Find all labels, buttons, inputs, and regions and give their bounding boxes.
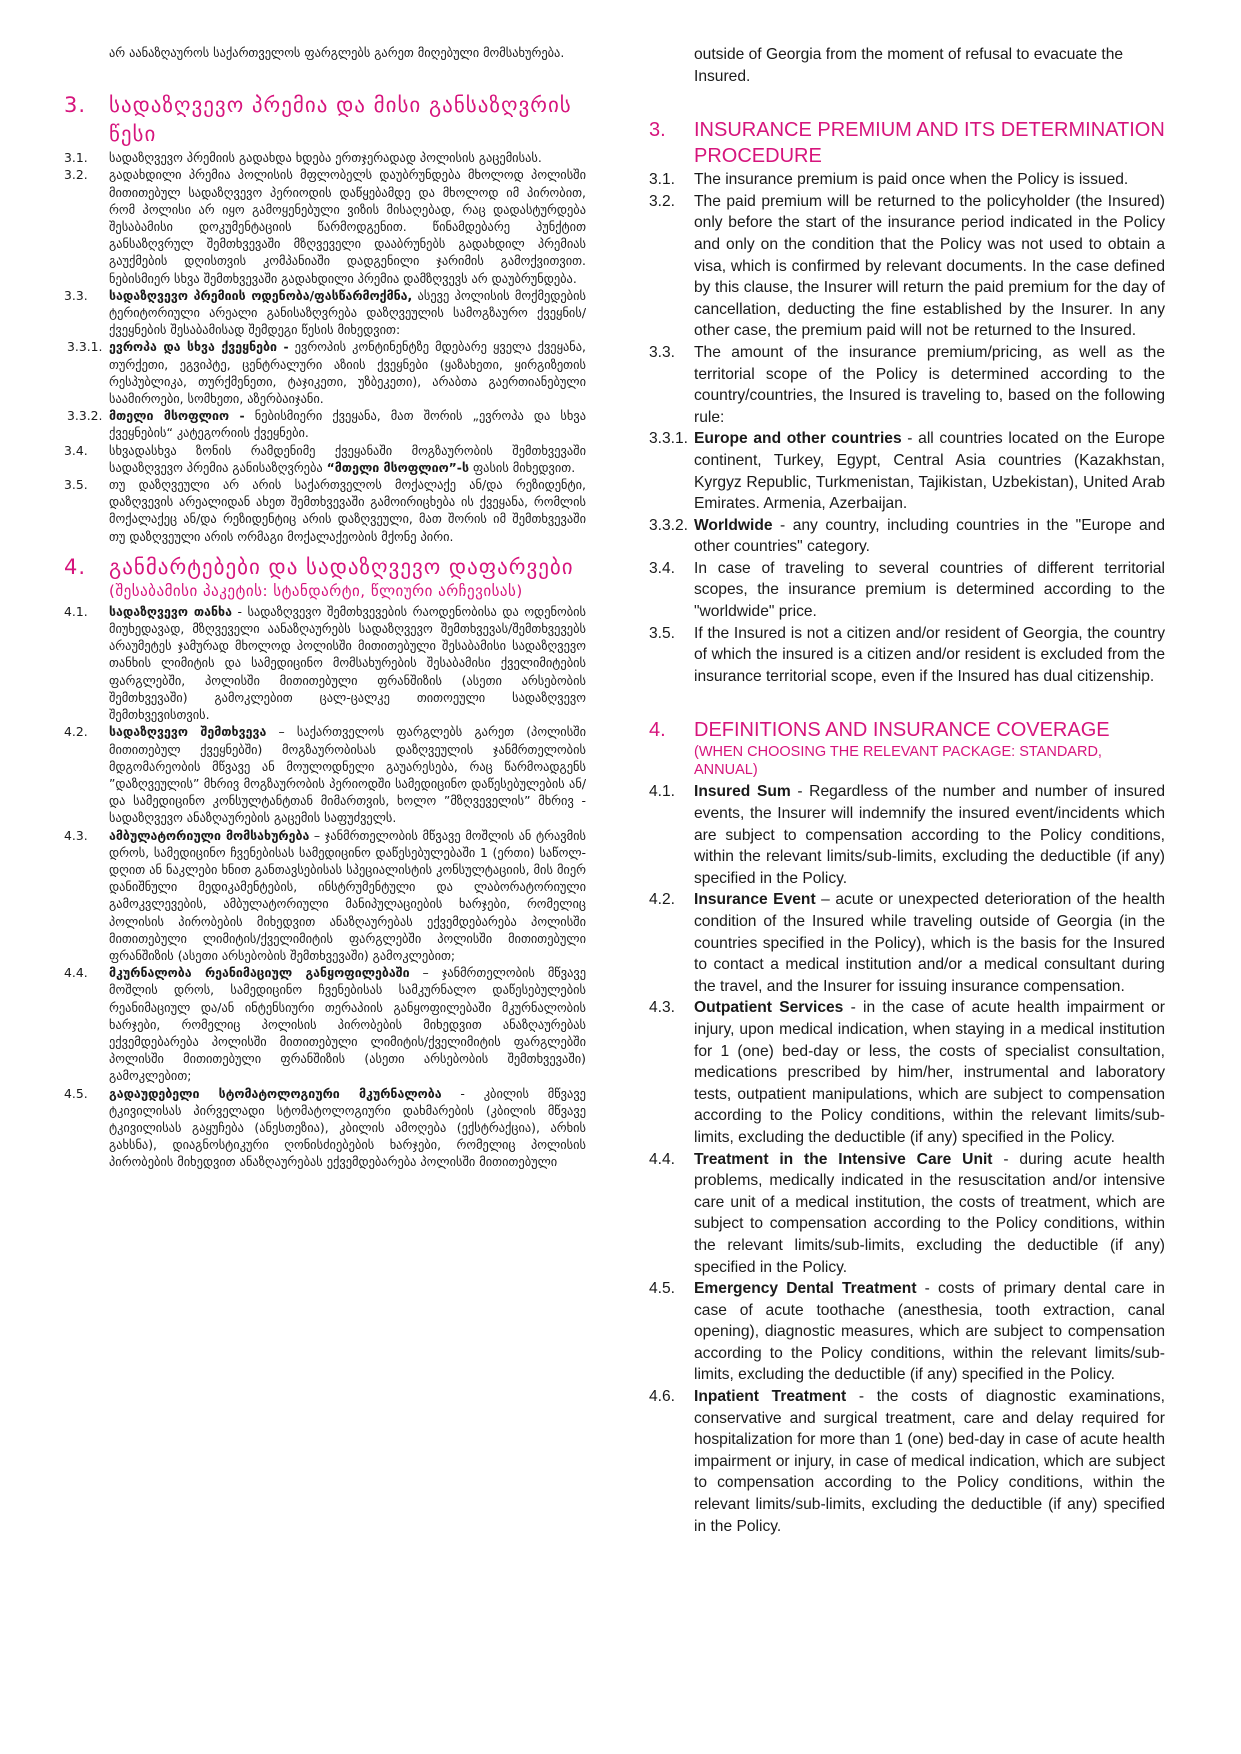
clause-3-3-1 xyxy=(649,428,1165,514)
clause-3-2 xyxy=(64,166,586,286)
clause-number: 4.3. xyxy=(64,827,88,843)
clause-term: Inpatient Treatment xyxy=(694,1388,847,1406)
clause-text xyxy=(694,515,1165,558)
clause-body: ასევე პოლისის მოქმედების ტერიტორიული არეალი განისაზღვრება დაზღვეულის სამოგზაურო ქვეყნის/ ქვეყნების შესაბამისად შემდეგი წესის მიხედვით: xyxy=(109,287,586,338)
clause-body: – acute or unexpected deterioration of the health condition of the Insured while traveling outside of Georgia (in the countries specified in the Policy), which is the basis for the Insured to contact a medical institution and/or a medical consultant during the travel, and the Insurer for issuing insurance compensation. xyxy=(694,891,1165,995)
clause-4-6 xyxy=(649,1386,1165,1537)
clause-term: სადაზღვევო თანხა xyxy=(109,603,232,619)
clause-term: Treatment in the Intensive Care Unit xyxy=(694,1150,993,1168)
clause-number: 3.3. xyxy=(649,343,676,361)
clause-text xyxy=(109,1085,586,1171)
clause-term: გადაუდებელი სტომატოლოგიური მკურნალობა xyxy=(109,1085,442,1101)
section-number: 4. xyxy=(64,554,87,579)
clause-body: - during acute health problems, medically indicated in the resuscitation and/or intensive care unit of a medical institution, the costs of treatment, which are subject to compensation according to the Policy conditions, within the relevant limits/sub-limits, excluding the deductible (if any) specified in the Policy. xyxy=(694,1150,1165,1276)
clause-body: – საქართველოს ფარგლებს გარეთ (პოლისში მითითებულ ქვეყნებში) მოგზაურობისას დაზღვეულის ჯანმრთელობის მდგომარეობის მწვავე ან მოულოდნელი გაუარესება, რაც წარმოადგენს ”დაზღვეულის” მხრივ მოგზაურობის პერიოდში სამედიცინო დაწესებულების ან/და სამედიცინო კონსულტანტთან მიმართვის, ხოლო ”მზღვეველის” მხრივ - სადაზღვევო ანაზღაურების გაცემის საფუძველს. xyxy=(109,724,586,826)
clause-number: 3.4. xyxy=(64,442,88,458)
clause-number: 4.5. xyxy=(64,1085,88,1101)
clause-3-2 xyxy=(649,191,1165,342)
clause-text: The paid premium will be returned to the policyholder (the Insured) only before the start of the insurance period indicated in the Policy and only on the condition that the Policy was not used to obtain a visa, which is confirmed by relevant documents. In the case defined by this clause, the Insurer will return the paid premium for the day of cancellation, deducting the fine established by the Insurer. In any other case, the premium paid will not be returned to the Insured. xyxy=(694,192,1165,340)
clause-text: The insurance premium is paid once when the Policy is issued. xyxy=(694,171,1129,189)
section-4-heading xyxy=(64,553,586,582)
clause-text xyxy=(694,1278,1165,1386)
section-title: DEFINITIONS AND INSURANCE COVERAGE xyxy=(694,719,1110,742)
clause-text xyxy=(109,287,586,339)
clause-number: 3.1. xyxy=(649,171,676,189)
clause-text xyxy=(694,889,1165,997)
clause-term: სადაზღვევო პრემიის ოდენობა/ფასწარმოქმნა, xyxy=(109,287,413,303)
clause-number: 3.2. xyxy=(649,192,676,210)
clause-text xyxy=(109,442,586,476)
clause-4-3 xyxy=(649,997,1165,1148)
clause-3-4 xyxy=(64,442,586,476)
clause-number: 3.5. xyxy=(64,477,88,493)
clause-body: ევროპის კონტინენტზე მდებარე ყველა ქვეყანა, თურქეთი, ეგვიპტე, ცენტრალური აზიის ქვეყნები (ყაზახეთი, ყირგიზეთის რესპუბლიკა, თურქმენეთი, ტაჯიკეთი, უზბეკეთი), არაბთა გაერთიანებული საამიროები, სომხეთი, აზერბაიჯანი. xyxy=(109,339,586,407)
clause-text xyxy=(109,964,586,1084)
clause-3-3-1 xyxy=(67,338,586,407)
english-column xyxy=(649,44,1165,1537)
clause-term: Insurance Event xyxy=(694,891,816,909)
clause-body: სხვადასხვა ზონის რამდენიმე ქვეყანაში მოგზაურობის შემთხვევაში სადაზღვევო პრემია განისაზღვრება xyxy=(109,442,586,475)
clause-text xyxy=(109,723,586,826)
clause-term: მკურნალობა რეანიმაციულ განყოფილებაში xyxy=(109,965,410,981)
clause-text: In case of traveling to several countries of different territorial scopes, the insurance premium is determined according to the "worldwide" price. xyxy=(694,559,1165,621)
clause-3-1 xyxy=(649,169,1165,191)
clause-term: Insured Sum xyxy=(694,783,791,801)
clause-4-1 xyxy=(649,781,1165,889)
clause-text: If the Insured is not a citizen and/or resident of Georgia, the country of which the insured is a citizen and/or resident is excluded from the insurance territorial scope, even if the Insured has dual citizenship. xyxy=(694,624,1165,685)
clause-text xyxy=(109,827,586,965)
clause-body: - the costs of diagnostic examinations, conservative and surgical treatment, care and delay required for hospitalization for more than 1 (one) bed-day in case of acute health impairment or injury, in case of medical indication, which are subject to compensation according to the Policy conditions, within the relevant limits/sub-limits, excluding the deductible (if any) specified in the Policy. xyxy=(694,1388,1165,1535)
clause-term: Emergency Dental Treatment xyxy=(694,1280,917,1298)
clause-4-3 xyxy=(64,827,586,965)
clause-body: - any country, including countries in the "Europe and other countries" category. xyxy=(694,516,1165,556)
clause-body: – ჯანმრთელობის მწვავე მოშლის ან ტრავმის დროს, სამედიცინო ჩვენებისას სამედიცინო დაწესებულებაში 1 (ერთი) საწოლ-დღით ან ნაკლები ხნით განთავსებისას სპეციალისტის კონსულტაციის, მის მიერ დანიშნული მედიკამენტების, ინსტრუმენტული და ლაბორატორიული გამოკვლევების, ამბულატორიული მანიპულაციების ხარჯები, რომელიც პოლისის პირობების მიხედვით ანაზღაურებას ექვემდებარება პოლისში მითითებული ლიმიტის/ქველიმიტის ფარგლებში პოლისში მითითებული ფრანშიზის (ასეთი არსებობის შემთხვევაში) გამოკლებით; xyxy=(109,827,586,963)
clause-body: - in the case of acute health impairment or injury, upon medical indication, when staying in a medical institution for 1 (one) bed-day or less, the costs of specialist consultation, medications prescribed by him/her, instrumental and laboratory tests, outpatient manipulations, which are subject to compensation according to the Policy conditions, within the relevant limits/sub-limits, excluding the deductible (if any) specified in the Policy. xyxy=(694,999,1165,1146)
clause-4-5 xyxy=(649,1278,1165,1386)
clause-4-5 xyxy=(64,1085,586,1171)
georgian-column xyxy=(64,44,586,1171)
clause-number: 3.3.2. xyxy=(649,516,689,534)
clause-term: “მთელი მსოფლიო”-ს xyxy=(326,459,469,475)
clause-number: 4.5. xyxy=(649,1280,676,1298)
section-number: 4. xyxy=(649,719,666,742)
clause-number: 4.4. xyxy=(64,965,88,981)
clause-number: 3.4. xyxy=(649,559,676,577)
clause-3-5 xyxy=(649,623,1165,688)
clause-3-1 xyxy=(64,149,586,166)
clause-3-4 xyxy=(649,558,1165,623)
clause-body: - all countries located on the Europe continent, Turkey, Egypt, Central Asia countries (Kazakhstan, Kyrgyz Republic, Turkmenistan, Tajikistan, Uzbekistan), United Arab Emirates. Armenia, Azerbaijan. xyxy=(694,430,1165,513)
intro-continuation: არ აანაზღაუროს საქართველოს ფარგლებს გარეთ მიღებული მომსახურება. xyxy=(109,45,565,60)
clause-term: Outpatient Services xyxy=(694,999,844,1017)
section-number: 3. xyxy=(64,93,87,118)
clause-body: - costs of primary dental care in case of acute toothache (anesthesia, tooth extraction, canal opening), diagnostic measures, which are subject to compensation according to the Policy conditions, within the relevant limits/sub-limits, excluding the deductible (if any) specified in the Policy. xyxy=(694,1280,1165,1384)
clause-number: 3.5. xyxy=(649,624,676,642)
clause-number: 4.4. xyxy=(649,1150,676,1168)
clause-3-3-2 xyxy=(67,407,586,441)
clause-body: - კბილის მწვავე ტკივილისას პირველადი სტომატოლოგიური დახმარების (კბილის მწვავე ტკივილისას გაყუჩება (ანესთეზია), კბილის ამოღება (ექსტრაქცია), არხის გახსნა), დიაგნოსტიკური ღონისძიებების ხარჯები, რომელიც პოლისის პირობების მიხედვით ანაზღაურებას ექვემდებარება პოლისში მითითებული xyxy=(109,1085,586,1170)
clause-number: 3.3. xyxy=(64,287,88,303)
clause-4-2 xyxy=(649,889,1165,997)
clause-term: Worldwide xyxy=(694,516,773,534)
clause-3-3 xyxy=(649,342,1165,428)
clause-text xyxy=(109,407,586,441)
clause-term: მთელი მსოფლიო - xyxy=(109,408,245,424)
clause-term: Europe and other countries xyxy=(694,430,902,448)
section-4-subtitle: (შესაბამისი პაკეტის: სტანდარტი, წლიური არჩევისას) xyxy=(109,581,523,600)
clause-number: 4.1. xyxy=(649,783,676,801)
clause-text xyxy=(109,603,586,723)
clause-number: 4.3. xyxy=(649,999,676,1017)
clause-number: 4.6. xyxy=(649,1388,676,1406)
clause-text: თუ დაზღვეული არ არის საქართველოს მოქალაქე ან/და რეზიდენტი, დაზღვევის არეალიდან ახეთ შემთხვევაში გამოირიცხება ის ქვეყანა, რომლის მოქალაქეც ან/და რეზიდენტიც არის დაზღვეული, მათ შორის იმ შემთხვევაში თუ დაზღვეული არის ორმაგი მოქალაქეობის მქონე პირი. xyxy=(109,477,586,544)
clause-number: 3.1. xyxy=(64,150,88,166)
clause-text: სადაზღვევო პრემიის გადახდა ხდება ერთჯერადად პოლისის გაცემისას. xyxy=(109,150,542,166)
clause-text xyxy=(694,781,1165,889)
clause-number: 4.2. xyxy=(64,724,88,740)
clause-4-2 xyxy=(64,723,586,826)
clause-number: 4.1. xyxy=(64,603,88,619)
clause-body: - სადაზღვევო შემთხვევების რაოდენობისა და ოდენობის მიუხედავად, მზღვეველი აანაზღაურებს სადაზღვევო შემთხვევას/შემთხვევებს არაუმეტეს ჯამურად მხოლოდ პოლისში მითითებული შესაბამისი სადაზღვევო თანხის ლიმიტის და სამედიცინო მომსახურების შესაბამისი ქველიმიტების ფარგლებში, პოლისში მითითებული ფრანშიზის (ასეთი არსებობის შემთხვევაში) გამოკლებით ცალ-ცალკე თითოეული სადაზღვევო შემთხვევისთვის. xyxy=(109,603,586,723)
clause-4-1 xyxy=(64,603,586,723)
clause-number: 3.2. xyxy=(64,167,88,183)
clause-body: ნებისმიერი ქვეყანა, მათ შორის „ევროპა და სხვა ქვეყნების“ კატეგორიის ქვეყნები. xyxy=(109,408,586,441)
section-title: INSURANCE PREMIUM AND ITS DETERMINATION PROCEDURE xyxy=(694,119,1165,168)
section-3-heading xyxy=(649,117,1165,169)
clause-4-4 xyxy=(649,1149,1165,1279)
clause-text: გადახდილი პრემია პოლისის მფლობელს დაუბრუნდება მხოლოდ პოლისში მითითებულ სადაზღვევო პერიოდის დაწყებამდე და მხოლოდ იმ პირობით, რომ პოლისი არ იყო გამოყენებული ვიზის მისაღებად, რაც დადასტურდება შესაბამისი დოკუმენტაციის წარმოდგენით. წინამდებარე პუნქტით განსაზღვრულ შემთხვევაში მზღვეველი დააბრუნებს გადახდილ პრემიას გაუქმების დღისთვის კომპანიაში დადგენილი ჯარიმის გამოქვითვით. ნებისმიერ სხვა შემთხვევაში გადახდილი პრემია დამზღვევს არ დაუბრუნდება. xyxy=(109,167,586,286)
clause-number: 3.3.1. xyxy=(649,430,689,448)
clause-term: სადაზღვევო შემთხვევა xyxy=(109,724,267,740)
section-title: განმარტებები და სადაზღვევო დაფარვები xyxy=(109,554,574,579)
clause-term: ამბულატორიული მომსახურება xyxy=(109,827,310,843)
clause-text xyxy=(694,1149,1165,1279)
clause-number: 3.3.2. xyxy=(67,408,103,424)
clause-number: 3.3.1. xyxy=(67,339,103,355)
clause-term: ევროპა და სხვა ქვეყნები - xyxy=(109,339,289,355)
clause-3-3-2 xyxy=(649,515,1165,558)
clause-3-5 xyxy=(64,476,586,545)
clause-text xyxy=(694,1386,1165,1537)
section-title: სადაზღვევო პრემია და მისი განსაზღვრის წესი xyxy=(109,93,572,147)
section-number: 3. xyxy=(649,119,666,142)
section-4-heading xyxy=(649,717,1165,743)
clause-body: – ჯანმრთელობის მწვავე მოშლის დროს, სამედიცინო ჩვენებისას სამკურნალო დაწესებულების რეანიმაციულ და/ან ინტენსიური თერაპიის განყოფილებაში მკურნალობის ხარჯები, რომელიც პოლისის პირობების მიხედვით ანაზღაურებას ექვემდებარება პოლისში მითითებული ლიმიტის/ქველიმიტის ფარგლებში პოლისში მითითებული ფრანშიზის (ასეთი არსებობის შემთხვევაში) გამოკლებით; xyxy=(109,965,587,1084)
clause-text xyxy=(694,428,1165,514)
clause-4-4 xyxy=(64,964,586,1084)
clause-text xyxy=(694,997,1165,1148)
section-4-subtitle: (WHEN CHOOSING THE RELEVANT PACKAGE: STANDARD, ANNUAL) xyxy=(694,744,1102,779)
intro-continuation: outside of Georgia from the moment of refusal to evacuate the Insured. xyxy=(694,46,1124,85)
clause-text xyxy=(109,338,586,407)
section-3-heading xyxy=(64,91,586,149)
clause-3-3 xyxy=(64,287,586,339)
clause-body: - Regardless of the number and number of insured events, the Insurer will indemnify the insured event/incidents which are subject to compensation according to the Policy conditions, within the relevant limits/sub-limits, excluding the deductible (if any) specified in the Policy. xyxy=(694,783,1166,887)
clause-number: 4.2. xyxy=(649,891,676,909)
clause-text: The amount of the insurance premium/pricing, as well as the territorial scope of the Policy is determined according to the country/countries, the Insured is traveling to, based on the following rule: xyxy=(694,343,1165,426)
clause-body-end: ფასის მიხედვით. xyxy=(469,459,576,475)
